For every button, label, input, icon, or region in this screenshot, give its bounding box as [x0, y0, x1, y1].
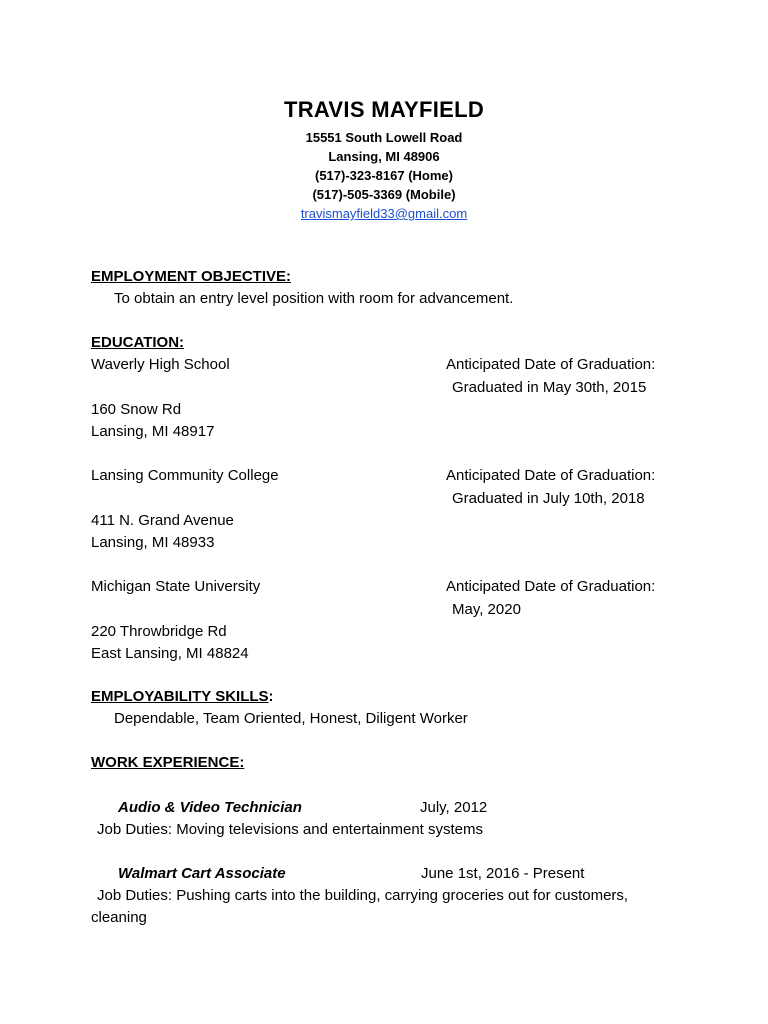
- email-link[interactable]: travismayfield33@gmail.com: [300, 206, 468, 221]
- objective-heading: EMPLOYMENT OBJECTIVE:: [91, 268, 292, 285]
- skills-heading-text: EMPLOYABILITY SKILLS: [91, 688, 269, 705]
- graduation-date-label: Anticipated Date of Graduation:: [446, 467, 656, 484]
- school-city: Lansing, MI 48933: [91, 534, 215, 551]
- school-name: Michigan State University: [91, 578, 261, 595]
- graduation-date-value: Graduated in July 10th, 2018: [452, 490, 645, 507]
- skills-heading: [91, 686, 274, 708]
- job-duties-continued: cleaning: [91, 909, 147, 926]
- job-title: Audio & Video Technician: [118, 799, 302, 816]
- applicant-name: TRAVIS MAYFIELD: [283, 97, 485, 122]
- school-street: 411 N. Grand Avenue: [91, 512, 234, 529]
- job-duties: Job Duties: Moving televisions and entertainment systems: [97, 821, 484, 838]
- graduation-date-label: Anticipated Date of Graduation:: [446, 356, 656, 373]
- job-date: July, 2012: [420, 799, 488, 816]
- address-line-1: 15551 South Lowell Road: [305, 130, 463, 145]
- skills-text: Dependable, Team Oriented, Honest, Diligent Worker: [114, 710, 468, 727]
- education-heading: EDUCATION:: [91, 334, 185, 351]
- graduation-date-value: May, 2020: [452, 601, 521, 618]
- objective-text: To obtain an entry level position with room for advancement.: [114, 290, 514, 307]
- graduation-date-value: Graduated in May 30th, 2015: [452, 379, 647, 396]
- school-city: Lansing, MI 48917: [91, 423, 215, 440]
- resume-header: [0, 96, 768, 223]
- work-heading: WORK EXPERIENCE:: [91, 754, 245, 771]
- school-street: 160 Snow Rd: [91, 401, 182, 418]
- skills-heading-colon: :: [268, 688, 274, 705]
- school-street: 220 Throwbridge Rd: [91, 623, 227, 640]
- address-line-2: Lansing, MI 48906: [328, 149, 440, 164]
- job-title: Walmart Cart Associate: [118, 865, 286, 882]
- school-name: Lansing Community College: [91, 467, 279, 484]
- job-date: June 1st, 2016 - Present: [421, 865, 585, 882]
- graduation-date-label: Anticipated Date of Graduation:: [446, 578, 656, 595]
- school-name: Waverly High School: [91, 356, 230, 373]
- mobile-phone: (517)-505-3369 (Mobile): [312, 187, 456, 202]
- home-phone: (517)-323-8167 (Home): [314, 168, 453, 183]
- job-duties: Job Duties: Pushing carts into the building, carrying groceries out for customers,: [97, 887, 629, 904]
- school-city: East Lansing, MI 48824: [91, 645, 249, 662]
